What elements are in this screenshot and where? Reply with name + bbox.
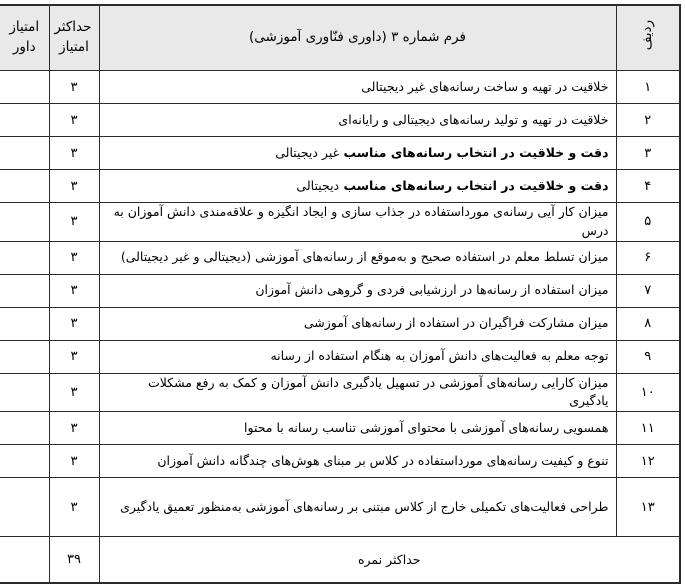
table-row xyxy=(0,274,680,307)
table-row xyxy=(0,412,680,445)
total-label: حداکثر نمره xyxy=(99,537,680,584)
column-header-judge-score-line2: داور xyxy=(12,39,36,55)
criteria-text: طراحی فعالیت‌های تکمیلی خارج از کلاس مبتنی بر رسانه‌های آموزشی به‌منظور تعمیق یادگیری xyxy=(99,478,616,537)
table-body xyxy=(0,71,680,537)
row-number: ۳ xyxy=(616,137,680,170)
table-row xyxy=(0,340,680,373)
criteria-text: همسویی رسانه‌های آموزشی با محتوای آموزشی تناسب رسانه با محتوا xyxy=(99,412,616,445)
max-score-value: ۳ xyxy=(49,445,99,478)
max-score-value: ۳ xyxy=(49,478,99,537)
row-number: ۹ xyxy=(616,340,680,373)
criteria-text: میزان کار آیی رسانه‌ی مورداستفاده در جذاب سازی و ایجاد انگیزه و علاقه‌مندی دانش آموزان به درس xyxy=(99,203,616,242)
max-score-value: ۳ xyxy=(49,274,99,307)
max-score-value: ۳ xyxy=(49,373,99,412)
table-row xyxy=(0,373,680,412)
column-header-criteria xyxy=(99,5,616,71)
column-header-judge-score-line1: امتیاز xyxy=(9,19,40,36)
criteria-text-tail: غیر دیجیتالی xyxy=(275,144,340,160)
table-row xyxy=(0,137,680,170)
judge-score-input[interactable] xyxy=(0,203,49,242)
max-score-value: ۳ xyxy=(49,203,99,242)
total-max-score: ۳۹ xyxy=(49,537,99,584)
table-header xyxy=(0,5,680,71)
criteria-text: میزان کارایی رسانه‌های آموزشی در تسهیل یادگیری دانش آموزان و کمک به رفع مشکلات یادگیری xyxy=(99,373,616,412)
judge-score-input[interactable] xyxy=(0,412,49,445)
table-row xyxy=(0,445,680,478)
max-score-value: ۳ xyxy=(49,71,99,104)
table-row xyxy=(0,71,680,104)
row-number: ۷ xyxy=(616,274,680,307)
row-number: ۸ xyxy=(616,307,680,340)
judge-score-input[interactable] xyxy=(0,170,49,203)
criteria-text-main: دقت و خلاقیت در انتخاب رسانه‌های مناسب xyxy=(339,144,609,160)
evaluation-table xyxy=(0,4,681,584)
table-row xyxy=(0,203,680,242)
judge-score-input[interactable] xyxy=(0,241,49,274)
total-judge-score-input[interactable] xyxy=(0,537,49,584)
max-score-value: ۳ xyxy=(49,137,99,170)
judge-score-input[interactable] xyxy=(0,137,49,170)
row-number: ۴ xyxy=(616,170,680,203)
judge-score-input[interactable] xyxy=(0,104,49,137)
column-header-max-score-line2: امتیاز xyxy=(59,39,89,55)
max-score-value: ۳ xyxy=(49,104,99,137)
form-title: فرم شماره ۳ (داوری فنّاوری آموزشی) xyxy=(249,29,466,46)
criteria-text: توجه معلم به فعالیت‌های دانش آموزان به هنگام استفاده از رسانه xyxy=(99,340,616,373)
table-row xyxy=(0,170,680,203)
column-header-max-score xyxy=(49,5,99,71)
table-row xyxy=(0,241,680,274)
judge-score-input[interactable] xyxy=(0,478,49,537)
max-score-value: ۳ xyxy=(49,170,99,203)
total-row xyxy=(0,537,680,584)
table-row xyxy=(0,307,680,340)
criteria-text: میزان مشارکت فراگیران در استفاده از رسانه‌های آموزشی xyxy=(99,307,616,340)
row-number: ۱۲ xyxy=(616,445,680,478)
criteria-text: میزان تسلط معلم در استفاده صحیح و به‌موقع از رسانه‌های آموزشی (دیجیتالی و غیر دیجیتالی) xyxy=(99,241,616,274)
column-header-judge-score xyxy=(0,5,49,71)
judge-score-input[interactable] xyxy=(0,71,49,104)
criteria-text-tail: دیجیتالی xyxy=(296,177,340,193)
criteria-text xyxy=(99,170,616,203)
judge-score-input[interactable] xyxy=(0,274,49,307)
column-header-max-score-line1: حداکثر xyxy=(54,19,92,36)
criteria-text xyxy=(99,137,616,170)
criteria-text-main: دقت و خلاقیت در انتخاب رسانه‌های مناسب xyxy=(339,177,609,193)
max-score-value: ۳ xyxy=(49,340,99,373)
row-number: ۱ xyxy=(616,71,680,104)
row-number: ۲ xyxy=(616,104,680,137)
criteria-text: تنوع و کیفیت رسانه‌های مورداستفاده در کلاس بر مبنای هوش‌های چندگانه دانش آموزان xyxy=(99,445,616,478)
table-row xyxy=(0,104,680,137)
row-number: ۱۳ xyxy=(616,478,680,537)
row-number: ۱۰ xyxy=(616,373,680,412)
row-number: ۱۱ xyxy=(616,412,680,445)
max-score-value: ۳ xyxy=(49,241,99,274)
criteria-text: خلاقیت در تهیه و ساخت رسانه‌های غیر دیجیتالی xyxy=(99,71,616,104)
row-number: ۶ xyxy=(616,241,680,274)
column-header-radif xyxy=(616,5,680,71)
criteria-text: خلاقیت در تهیه و تولید رسانه‌های دیجیتالی و رایانه‌ای xyxy=(99,104,616,137)
judge-score-input[interactable] xyxy=(0,340,49,373)
table-row xyxy=(0,478,680,537)
judge-score-input[interactable] xyxy=(0,373,49,412)
column-header-radif-label: ردیف xyxy=(638,19,655,50)
judge-score-input[interactable] xyxy=(0,445,49,478)
judge-score-input[interactable] xyxy=(0,307,49,340)
max-score-value: ۳ xyxy=(49,412,99,445)
header-row xyxy=(0,5,680,71)
row-number: ۵ xyxy=(616,203,680,242)
table-footer xyxy=(0,537,680,584)
criteria-text: میزان استفاده از رسانه‌ها در ارزشیابی فردی و گروهی دانش آموزان xyxy=(99,274,616,307)
max-score-value: ۳ xyxy=(49,307,99,340)
